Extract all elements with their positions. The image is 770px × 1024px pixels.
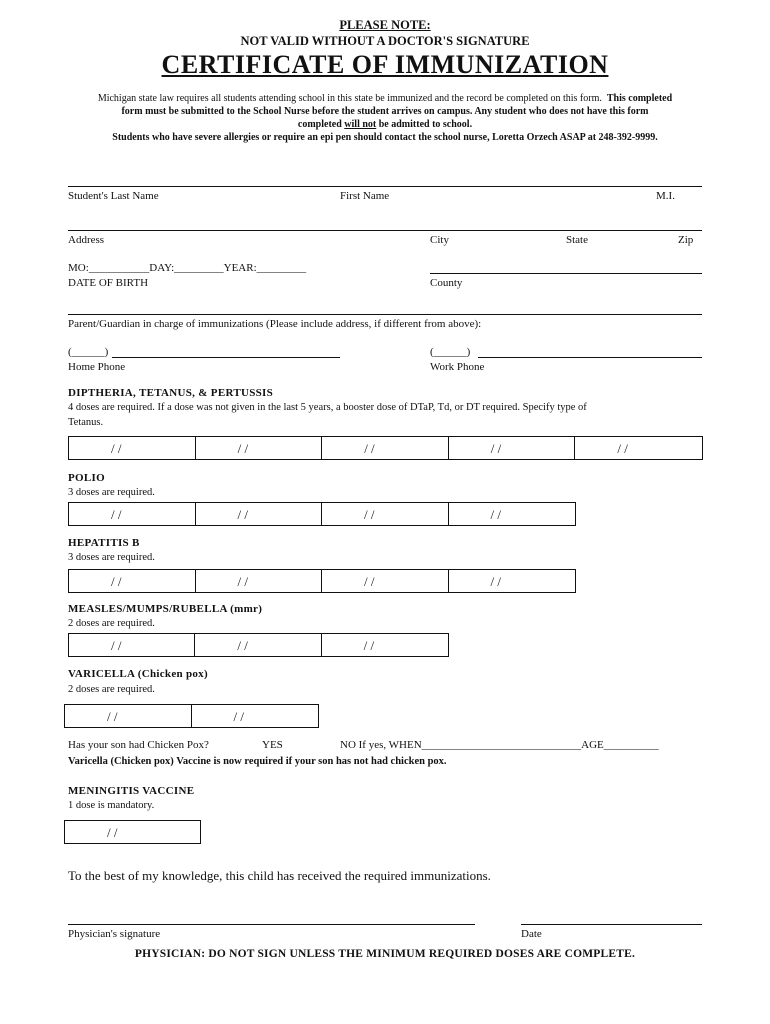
physician-signature-label: Physician's signature	[68, 928, 161, 940]
varicella-dose-1[interactable]: / /	[65, 705, 192, 727]
state-label: State	[566, 234, 588, 246]
first-name-label: First Name	[340, 190, 390, 202]
address-label: Address	[68, 234, 105, 246]
hepb-dose-2[interactable]: / /	[196, 570, 323, 592]
dob-field[interactable]: MO:___________DAY:_________YEAR:_________	[68, 262, 307, 274]
guardian-line[interactable]	[68, 314, 702, 315]
varicella-desc: 2 doses are required.	[68, 684, 155, 695]
name-line[interactable]	[68, 186, 702, 187]
varicella-title: VARICELLA (Chicken pox)	[68, 668, 208, 680]
mmr-title: MEASLES/MUMPS/RUBELLA (mmr)	[68, 603, 263, 615]
mmr-dose-1[interactable]: / /	[69, 634, 195, 656]
mmr-dose-2[interactable]: / /	[195, 634, 321, 656]
address-line[interactable]	[68, 230, 702, 231]
zip-label: Zip	[678, 234, 694, 246]
intro-line-4: Students who have severe allergies or require an epi pen should contact the school nurse, Loretta Orzech ASAP at 248-392-9999.	[112, 132, 658, 143]
dtp-dose-3[interactable]: / /	[322, 437, 449, 459]
polio-title: POLIO	[68, 472, 105, 484]
dob-label: DATE OF BIRTH	[68, 277, 149, 289]
hepb-dose-row	[68, 569, 576, 593]
home-phone-area: (______)	[68, 346, 109, 358]
polio-dose-1[interactable]: / /	[69, 503, 196, 525]
meningitis-dose-row	[64, 820, 201, 844]
physician-warning: PHYSICIAN: DO NOT SIGN UNLESS THE MINIMUM REQUIRED DOSES ARE COMPLETE.	[134, 948, 636, 960]
dtp-dose-5[interactable]: / /	[617, 441, 628, 456]
chickenpox-question: Has your son had Chicken Pox?	[68, 739, 209, 751]
chickenpox-yes[interactable]: YES	[262, 739, 283, 751]
work-phone-label: Work Phone	[430, 361, 485, 373]
mmr-dose-3[interactable]: / /	[363, 638, 375, 653]
hepb-dose-3[interactable]: / /	[322, 570, 449, 592]
dtp-desc-1: 4 doses are required. If a dose was not given in the last 5 years, a booster dose of DTaP, Td, or DT required. Specify type of	[68, 402, 587, 413]
chickenpox-note: Varicella (Chicken pox) Vaccine is now required if your son has not had chicken pox.	[68, 756, 447, 767]
dtp-desc-2: Tetanus.	[68, 417, 104, 428]
hepb-dose-1[interactable]: / /	[69, 570, 196, 592]
meningitis-title: MENINGITIS VACCINE	[68, 785, 195, 797]
dtp-dose-2[interactable]: / /	[196, 437, 323, 459]
home-phone-line[interactable]	[112, 357, 340, 358]
polio-dose-3[interactable]: / /	[322, 503, 449, 525]
polio-desc: 3 doses are required.	[68, 487, 155, 498]
dtp-dose-4[interactable]: / /	[449, 437, 576, 459]
intro-line-3: completed will not be admitted to school.	[297, 119, 473, 130]
dtp-dose-row	[68, 436, 703, 460]
work-phone-area: (______)	[430, 346, 471, 358]
dtp-dose-1[interactable]: / /	[69, 437, 196, 459]
home-phone-label: Home Phone	[68, 361, 126, 373]
guardian-label: Parent/Guardian in charge of immunizations (Please include address, if different from above):	[68, 318, 482, 330]
date-line[interactable]	[521, 924, 702, 925]
meningitis-dose-1[interactable]: / /	[107, 825, 118, 840]
mmr-dose-row	[68, 633, 449, 657]
please-note: PLEASE NOTE:	[339, 18, 431, 32]
hepb-title: HEPATITIS B	[68, 537, 140, 549]
physician-signature-line[interactable]	[68, 924, 475, 925]
intro-line-1: Michigan state law requires all students attending school in this state be immunized and the record be completed on this form. This completed	[97, 93, 673, 104]
attestation: To the best of my knowledge, this child has received the required immunizations.	[68, 868, 491, 883]
polio-dose-row	[68, 502, 576, 526]
not-valid-notice: NOT VALID WITHOUT A DOCTOR'S SIGNATURE	[240, 34, 530, 48]
city-label: City	[430, 234, 449, 246]
page-title: CERTIFICATE OF IMMUNIZATION	[161, 50, 609, 79]
last-name-label: Student's Last Name	[68, 190, 159, 202]
hepb-desc: 3 doses are required.	[68, 552, 155, 563]
meningitis-desc: 1 dose is mandatory.	[68, 800, 155, 811]
date-label: Date	[521, 928, 542, 940]
varicella-dose-2[interactable]: / /	[233, 709, 244, 724]
county-line[interactable]	[430, 273, 702, 274]
chickenpox-no-when[interactable]: NO If yes, WHEN_____________________________AGE__________	[340, 739, 659, 751]
hepb-dose-4[interactable]: / /	[490, 574, 501, 589]
polio-dose-4[interactable]: / /	[490, 507, 501, 522]
polio-dose-2[interactable]: / /	[196, 503, 323, 525]
mmr-desc: 2 doses are required.	[68, 618, 155, 629]
dtp-title: DIPTHERIA, TETANUS, & PERTUSSIS	[68, 387, 274, 399]
mi-label: M.I.	[656, 190, 675, 202]
varicella-dose-row	[64, 704, 319, 728]
work-phone-line[interactable]	[478, 357, 702, 358]
county-label: County	[430, 277, 463, 289]
intro-line-2: form must be submitted to the School Nurse before the student arrives on campus. Any student who does not have this form	[121, 106, 649, 117]
